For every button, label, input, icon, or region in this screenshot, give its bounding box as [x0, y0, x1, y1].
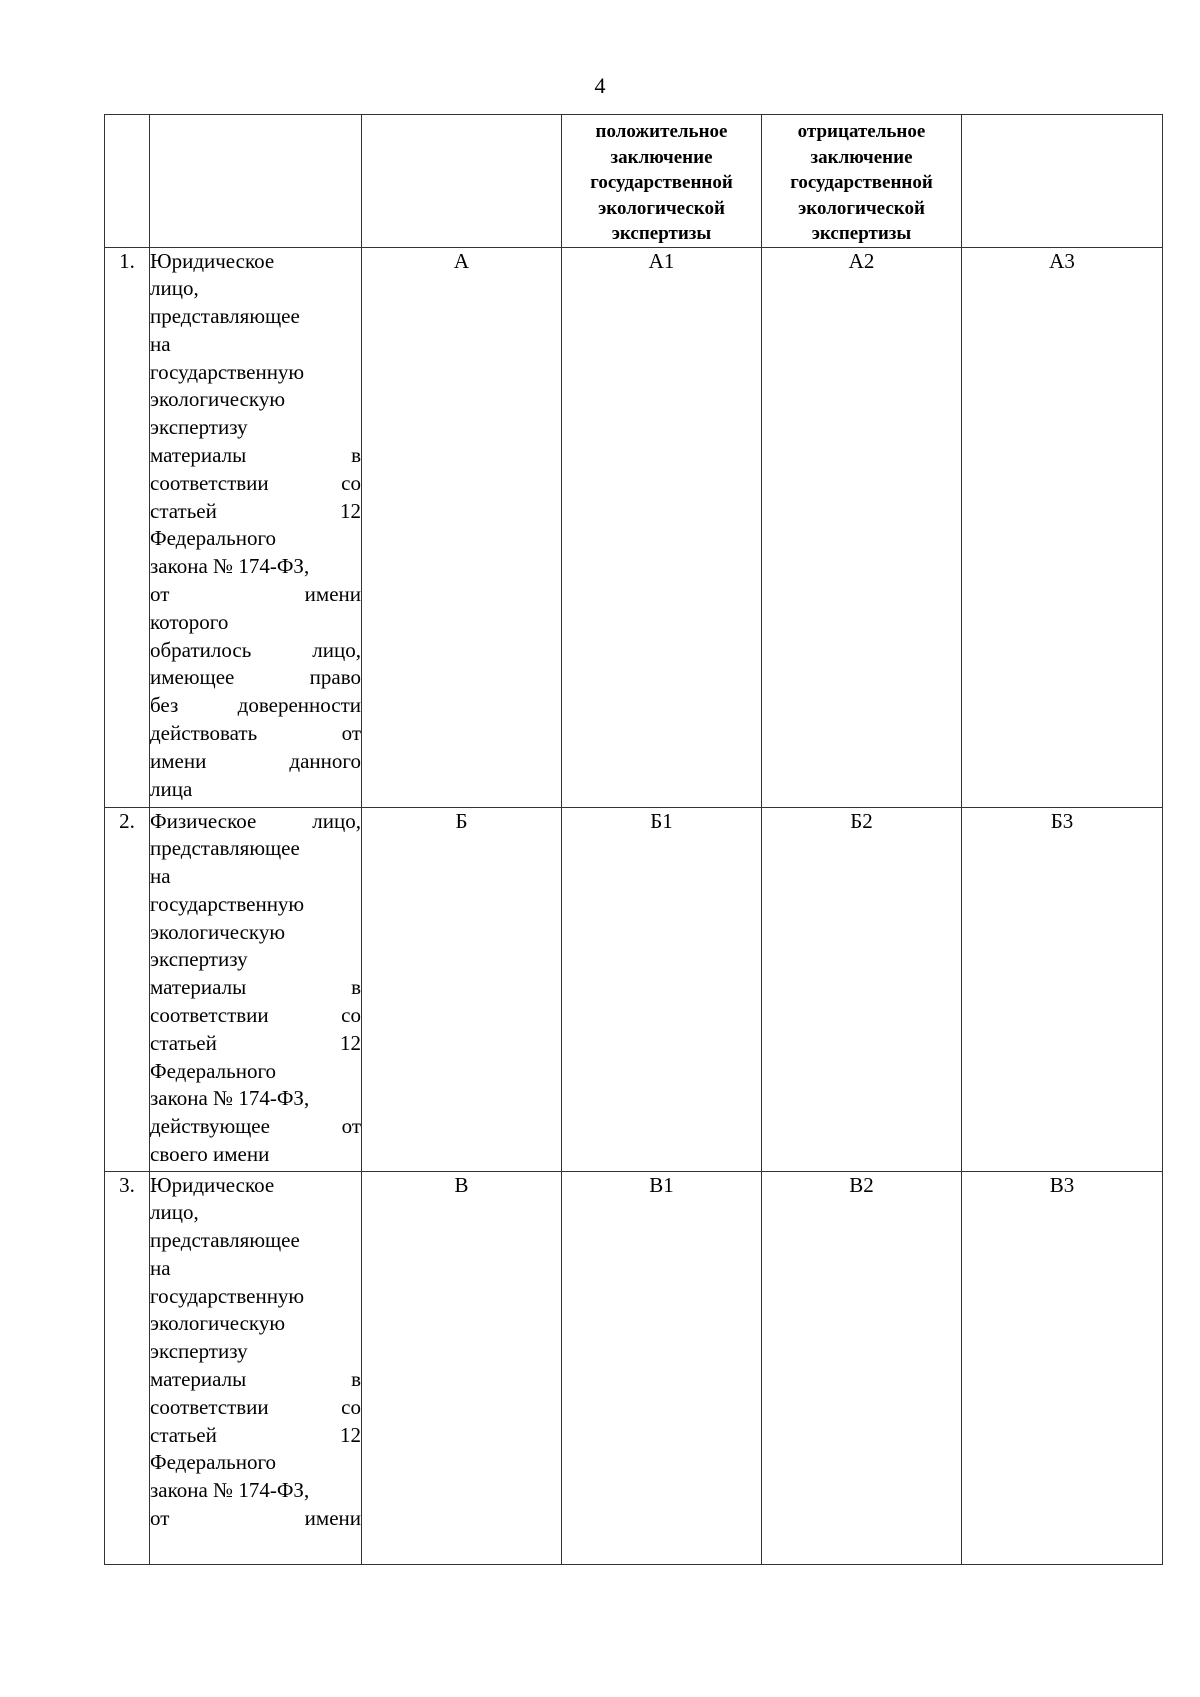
header-cell-empty [962, 115, 1163, 248]
row-number: 2. [105, 807, 150, 1171]
description-word: которого [150, 609, 229, 634]
description-word: имени [304, 1506, 361, 1531]
description-line [150, 720, 361, 748]
description-word: Федерального [150, 526, 277, 551]
row-code: А [362, 247, 562, 807]
description-word: в [351, 1367, 361, 1392]
description-line [150, 1058, 361, 1086]
description-line [150, 331, 361, 359]
row-description [150, 247, 362, 807]
description-word: Федерального [150, 1058, 277, 1083]
description-line [150, 414, 361, 442]
description-line [150, 1030, 361, 1058]
description-word: Юридическое [150, 1172, 275, 1197]
description-line [150, 1172, 361, 1200]
description-word: экологическую [150, 387, 286, 412]
description-word: Федерального [150, 1450, 277, 1475]
description-word: экспертизу [150, 415, 248, 440]
description-word: со [341, 1003, 361, 1028]
description-word: экспертизу [150, 1339, 248, 1364]
description-line [150, 553, 361, 581]
row-code-third: В3 [962, 1171, 1163, 1564]
description-line [150, 835, 361, 863]
description-word: экологическую [150, 919, 286, 944]
description-word: материалы [150, 443, 247, 468]
description-line [150, 974, 361, 1002]
description-word: в [351, 975, 361, 1000]
description-line [150, 946, 361, 974]
description-word: право [309, 665, 361, 690]
description-word: от [341, 721, 361, 746]
description-line [150, 1422, 361, 1450]
header-cell-num [105, 115, 150, 248]
description-line [150, 891, 361, 919]
row-code-negative: Б2 [762, 807, 962, 1171]
description-word: материалы [150, 975, 247, 1000]
description-word: на [150, 864, 171, 889]
table-row [105, 807, 1163, 1171]
description-word: обратилось [150, 637, 252, 662]
header-cell-positive: положительное заключение государственной экологической экспертизы [562, 115, 762, 248]
description-line [150, 609, 361, 637]
page-number: 4 [594, 73, 606, 98]
description-line [150, 748, 361, 776]
description-word: статьей [150, 1030, 217, 1055]
header-cell-code [362, 115, 562, 248]
description-word: имени [150, 748, 207, 773]
description-word: от [150, 582, 170, 607]
description-line [150, 863, 361, 891]
description-word: в [351, 443, 361, 468]
description-line [150, 1477, 361, 1505]
description-word: со [341, 1394, 361, 1419]
header-cell-desc [150, 115, 362, 248]
description-line [150, 1394, 361, 1422]
description-line [150, 1002, 361, 1030]
description-word: представляющее [150, 836, 300, 861]
row-description [150, 807, 362, 1171]
description-line [150, 359, 361, 387]
description-word: лицо, [312, 637, 361, 662]
description-line [150, 1449, 361, 1477]
description-word: на [150, 1255, 171, 1280]
description-word: доверенности [237, 693, 361, 718]
description-word: соответствии [150, 1394, 269, 1419]
description-line [150, 1505, 361, 1533]
description-word: лицо, [150, 276, 199, 301]
description-word: своего имени [150, 1142, 270, 1167]
description-word: 12 [340, 1422, 361, 1447]
row-code-third: Б3 [962, 807, 1163, 1171]
description-word: материалы [150, 1367, 247, 1392]
description-word: государственную [150, 891, 305, 916]
description-word: 12 [340, 1030, 361, 1055]
description-word: без [150, 693, 179, 718]
description-word: 12 [340, 498, 361, 523]
description-line [150, 1255, 361, 1283]
row-code-positive: А1 [562, 247, 762, 807]
description-line [150, 386, 361, 414]
description-line [150, 248, 361, 276]
table-header-row [105, 115, 1163, 248]
description-line [150, 1283, 361, 1311]
description-line [150, 525, 361, 553]
row-number: 3. [105, 1171, 150, 1564]
description-line [150, 808, 361, 836]
row-code-negative: В2 [762, 1171, 962, 1564]
row-code-positive: В1 [562, 1171, 762, 1564]
description-word: действующее [150, 1114, 270, 1139]
description-word: представляющее [150, 1228, 300, 1253]
description-word: имени [304, 582, 361, 607]
description-line [150, 303, 361, 331]
table-row [105, 1171, 1163, 1564]
description-line [150, 664, 361, 692]
description-line [150, 1085, 361, 1113]
description-word: экологическую [150, 1311, 286, 1336]
description-line [150, 1366, 361, 1394]
description-word: действовать [150, 721, 258, 746]
description-word: от [341, 1114, 361, 1139]
description-word: закона № 174-ФЗ, [150, 554, 310, 579]
description-line [150, 1113, 361, 1141]
row-code-third: А3 [962, 247, 1163, 807]
description-line [150, 1199, 361, 1227]
description-word: соответствии [150, 470, 269, 495]
description-word: Физическое [150, 808, 257, 833]
row-code-positive: Б1 [562, 807, 762, 1171]
row-code-negative: А2 [762, 247, 962, 807]
header-cell-negative: отрицательное заключение государственной экологической экспертизы [762, 115, 962, 248]
row-code: В [362, 1171, 562, 1564]
row-number: 1. [105, 247, 150, 807]
description-word: государственную [150, 359, 305, 384]
description-word: со [341, 470, 361, 495]
description-word: лицо, [312, 808, 361, 833]
description-line [150, 581, 361, 609]
description-line [150, 692, 361, 720]
description-line [150, 498, 361, 526]
description-word: Юридическое [150, 248, 275, 273]
description-word: соответствии [150, 1003, 269, 1028]
description-word: от [150, 1506, 170, 1531]
description-line [150, 1227, 361, 1255]
description-word: данного [289, 748, 361, 773]
document-table [104, 114, 1163, 1565]
description-word: на [150, 331, 171, 356]
description-word: закона № 174-ФЗ, [150, 1478, 310, 1503]
description-line [150, 776, 361, 804]
row-description [150, 1171, 362, 1564]
row-code: Б [362, 807, 562, 1171]
description-word: имеющее [150, 665, 235, 690]
description-word: закона № 174-ФЗ, [150, 1086, 310, 1111]
description-line [150, 1338, 361, 1366]
description-line [150, 275, 361, 303]
description-line [150, 637, 361, 665]
description-word: государственную [150, 1283, 305, 1308]
description-word: статьей [150, 498, 217, 523]
description-word: лица [150, 776, 193, 801]
description-word: статьей [150, 1422, 217, 1447]
description-line [150, 470, 361, 498]
description-word: лицо, [150, 1200, 199, 1225]
description-word: экспертизу [150, 947, 248, 972]
description-line [150, 1141, 361, 1169]
description-line [150, 919, 361, 947]
description-line [150, 442, 361, 470]
description-line [150, 1310, 361, 1338]
table-row [105, 247, 1163, 807]
description-word: представляющее [150, 304, 300, 329]
